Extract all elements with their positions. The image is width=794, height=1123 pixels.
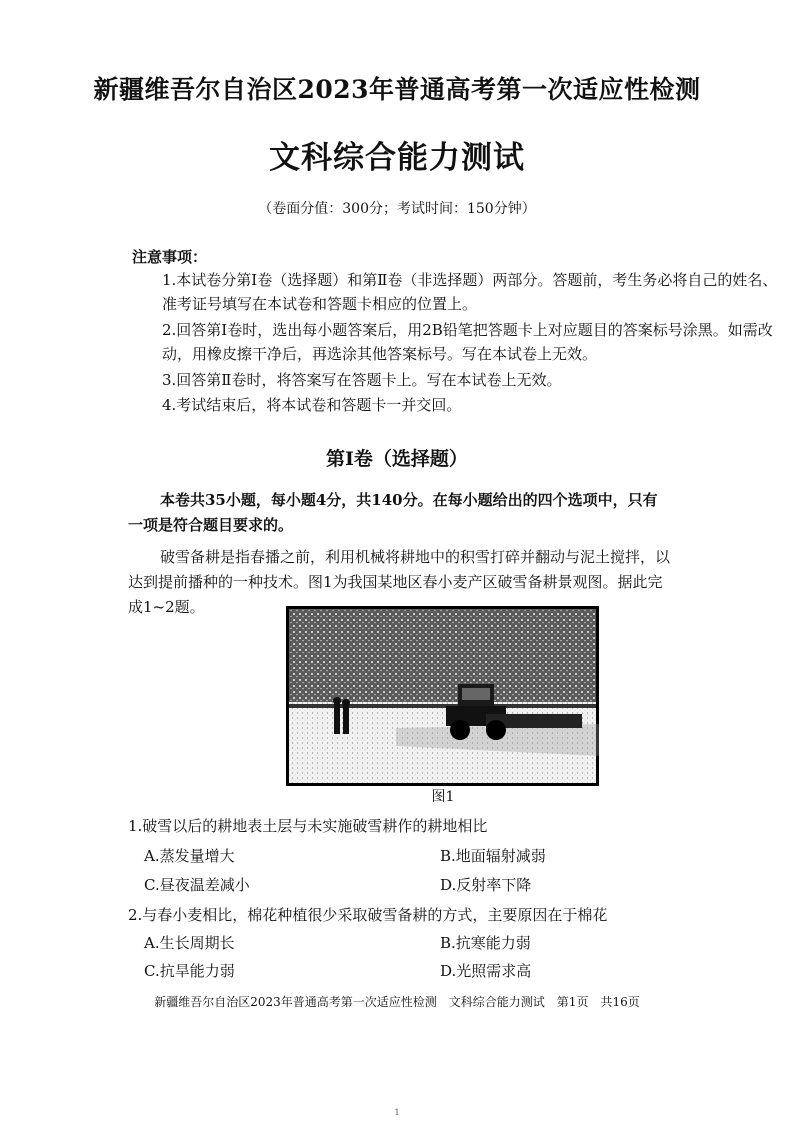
question-1-option-a: A.蒸发量增大 <box>144 847 235 865</box>
section-instructions: 本卷共35小题，每小题4分，共140分。在每小题给出的四个选项中，只有一项是符合题目要求的。 <box>128 491 658 534</box>
question-2-option-a: A.生长周期长 <box>144 934 235 952</box>
section-title: 第Ⅰ卷（选择题） <box>326 448 468 470</box>
question-1-option-d: D.反射率下降 <box>440 876 532 894</box>
exam-title: 新疆维吾尔自治区2023年普通高考第一次适应性检测 <box>93 75 701 104</box>
question-1-option-c: C.昼夜温差减小 <box>144 876 250 894</box>
note-item: 2.回答第Ⅰ卷时，选出每小题答案后，用2B铅笔把答题卡上对应题目的答案标号涂黑。如需改动，用橡皮擦干净后，再选涂其他答案标号。写在本试卷上无效。 <box>162 321 773 363</box>
question-1-option-b: B.地面辐射减弱 <box>440 847 546 865</box>
question-1-stem: 1.破雪以后的耕地表土层与未实施破雪耕作的耕地相比 <box>128 817 488 835</box>
subject-title: 文科综合能力测试 <box>269 140 525 176</box>
note-item: 4.考试结束后，将本试卷和答题卡一并交回。 <box>162 396 462 414</box>
figure-1-photo <box>286 606 599 786</box>
passage-text: 破雪备耕是指春播之前，利用机械将耕地中的积雪打碎并翻动与泥土搅拌，以达到提前播种的一种技术。图1为我国某地区春小麦产区破雪备耕景观图。据此完成1~2题。 <box>128 548 671 616</box>
question-2-stem: 2.与春小麦相比，棉花种植很少采取破雪备耕的方式，主要原因在于棉花 <box>128 906 608 924</box>
score-time-info: （卷面分值：300分；考试时间：150分钟） <box>258 201 536 217</box>
question-2-option-b: B.抗寒能力弱 <box>440 934 531 952</box>
note-item: 1.本试卷分第Ⅰ卷（选择题）和第Ⅱ卷（非选择题）两部分。答题前，考生务必将自己的姓名、准考证号填写在本试卷和答题卡相应的位置上。 <box>162 271 778 313</box>
notes-heading: 注意事项： <box>132 248 208 266</box>
page-footer: 新疆维吾尔自治区2023年普通高考第一次适应性检测 文科综合能力测试 第1页 共16页 <box>154 995 640 1009</box>
page-number: 1 <box>394 1108 400 1117</box>
figure-caption: 图1 <box>431 789 455 805</box>
note-item: 3.回答第Ⅱ卷时，将答案写在答题卡上。写在本试卷上无效。 <box>162 371 562 389</box>
question-2-option-d: D.光照需求高 <box>440 962 532 980</box>
question-2-option-c: C.抗旱能力弱 <box>144 962 235 980</box>
